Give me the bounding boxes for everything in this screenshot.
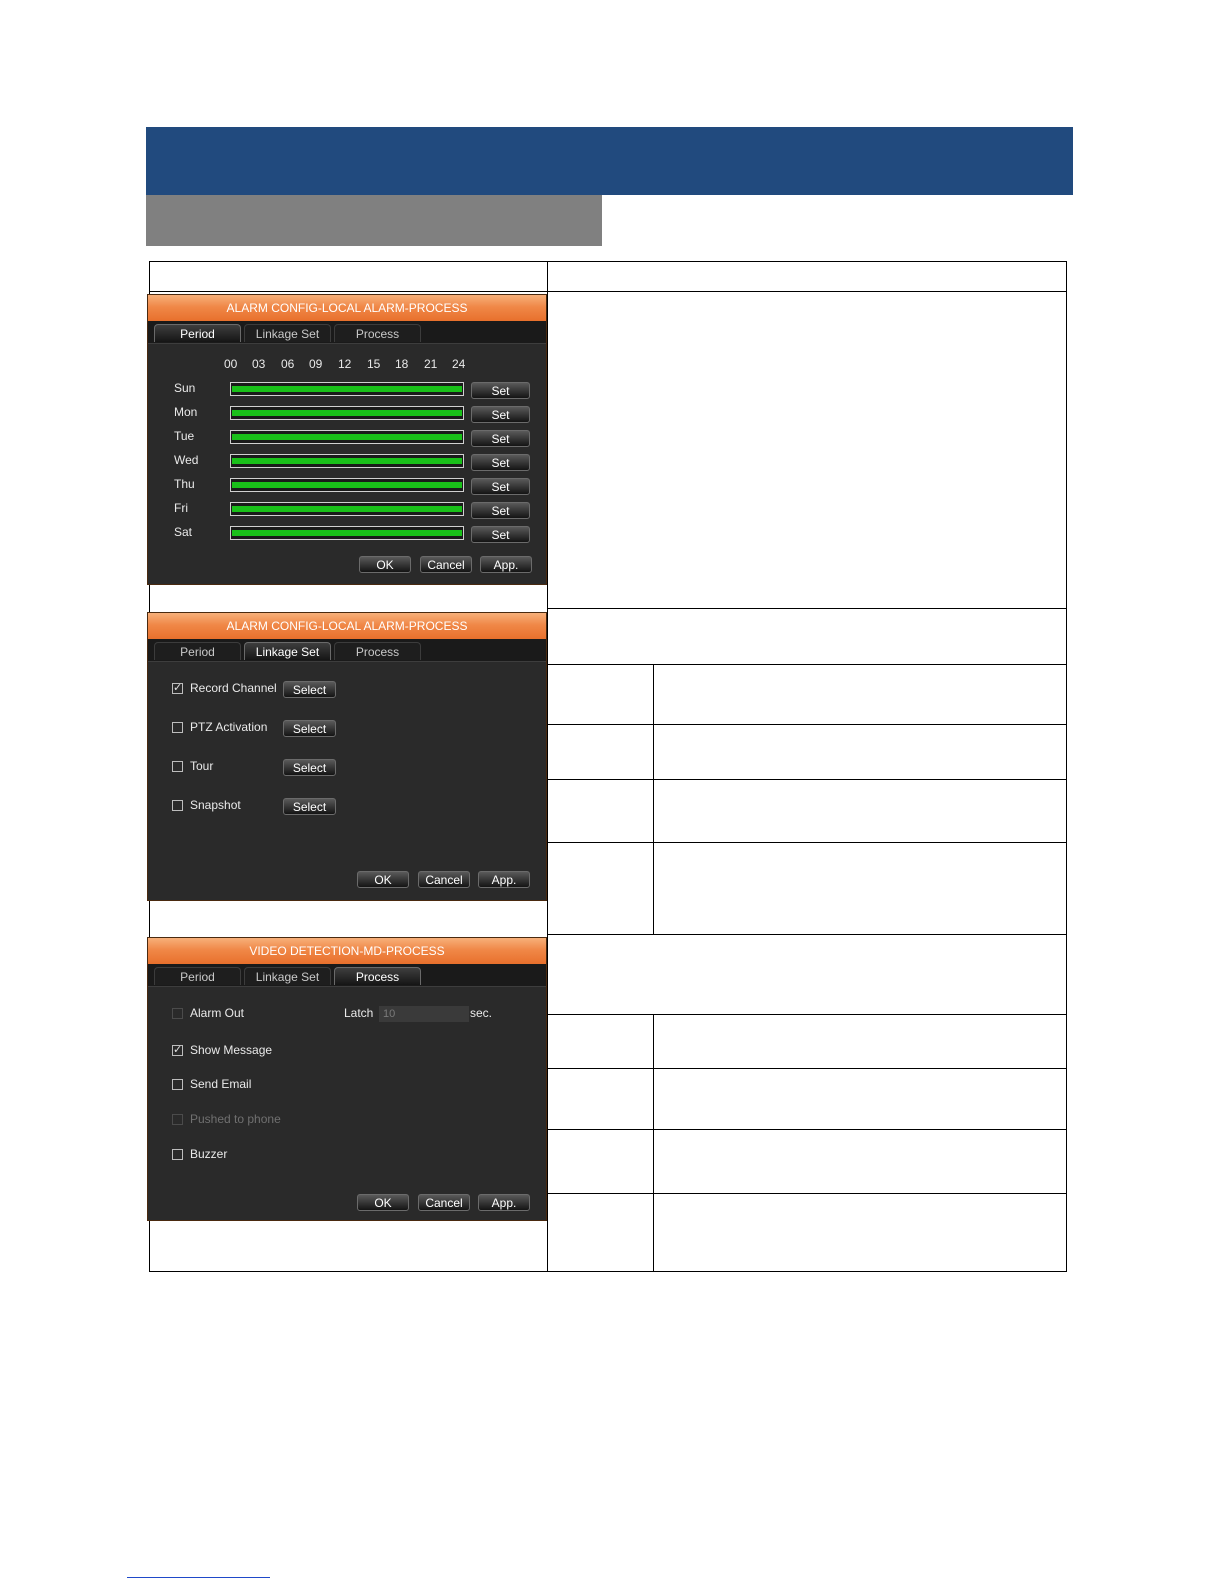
- alarm-out-label: Alarm Out: [190, 1006, 245, 1020]
- ok-button[interactable]: OK: [357, 871, 409, 888]
- table-row-line: [547, 779, 1067, 780]
- tab-process[interactable]: Process: [334, 324, 421, 342]
- set-button[interactable]: Set: [471, 430, 530, 447]
- hour-label: 21: [424, 357, 438, 371]
- schedule-bar[interactable]: [230, 406, 464, 420]
- day-label: Wed: [174, 453, 199, 467]
- select-button[interactable]: Select: [283, 759, 336, 776]
- pushed-to-phone-label: Pushed to phone: [190, 1112, 281, 1126]
- tab-bar: [148, 964, 546, 987]
- latch-input[interactable]: 10: [379, 1006, 469, 1022]
- tour-label: Tour: [190, 759, 214, 773]
- cancel-button[interactable]: Cancel: [420, 556, 472, 573]
- table-row-line: [547, 724, 1067, 725]
- schedule-bar[interactable]: [230, 526, 464, 540]
- day-label: Thu: [174, 477, 195, 491]
- record-channel-checkbox[interactable]: ✓: [173, 682, 183, 694]
- tab-period[interactable]: Period: [154, 967, 241, 985]
- tab-process[interactable]: Process: [334, 967, 421, 985]
- select-button[interactable]: Select: [283, 720, 336, 737]
- window-title: ALARM CONFIG-LOCAL ALARM-PROCESS: [148, 295, 546, 321]
- tab-process[interactable]: Process: [334, 642, 421, 660]
- ok-button[interactable]: OK: [357, 1194, 409, 1211]
- hour-label: 03: [252, 357, 266, 371]
- period-window: [147, 294, 547, 585]
- tab-bar: [148, 639, 546, 662]
- table-row-line: [547, 1014, 1067, 1015]
- schedule-bar[interactable]: [230, 454, 464, 468]
- tab-linkage-set[interactable]: Linkage Set: [244, 642, 331, 660]
- linkage-window: [147, 612, 547, 901]
- schedule-fill: [232, 458, 462, 464]
- record-channel-label: Record Channel: [190, 681, 277, 695]
- table-row-line: [547, 1129, 1067, 1130]
- cancel-button[interactable]: Cancel: [418, 871, 470, 888]
- footer-link[interactable]: [127, 1577, 270, 1578]
- set-button[interactable]: Set: [471, 382, 530, 399]
- send-email-checkbox[interactable]: [172, 1079, 183, 1090]
- table-row-line: [149, 291, 1067, 292]
- tab-period[interactable]: Period: [154, 324, 241, 342]
- day-label: Fri: [174, 501, 188, 515]
- schedule-fill: [232, 434, 462, 440]
- set-button[interactable]: Set: [471, 526, 530, 543]
- select-button[interactable]: Select: [283, 681, 336, 698]
- apply-button[interactable]: App.: [478, 871, 530, 888]
- window-title: ALARM CONFIG-LOCAL ALARM-PROCESS: [148, 613, 546, 639]
- set-button[interactable]: Set: [471, 478, 530, 495]
- hour-label: 24: [452, 357, 466, 371]
- day-label: Tue: [174, 429, 195, 443]
- apply-button[interactable]: App.: [478, 1194, 530, 1211]
- day-label: Sat: [174, 525, 193, 539]
- window-title: VIDEO DETECTION-MD-PROCESS: [148, 938, 546, 964]
- latch-unit: sec.: [470, 1006, 493, 1020]
- tab-linkage-set[interactable]: Linkage Set: [244, 324, 331, 342]
- table-row-line: [547, 842, 1067, 843]
- table-subdivider: [653, 664, 654, 934]
- table-subdivider: [653, 1014, 654, 1272]
- schedule-fill: [232, 506, 462, 512]
- hour-label: 12: [338, 357, 352, 371]
- set-button[interactable]: Set: [471, 406, 530, 423]
- hour-label: 15: [367, 357, 381, 371]
- day-label: Sun: [174, 381, 196, 395]
- tab-period[interactable]: Period: [154, 642, 241, 660]
- apply-button[interactable]: App.: [480, 556, 532, 573]
- cancel-button[interactable]: Cancel: [418, 1194, 470, 1211]
- schedule-fill: [232, 482, 462, 488]
- hour-label: 09: [309, 357, 323, 371]
- schedule-bar[interactable]: [230, 382, 464, 396]
- select-button[interactable]: Select: [283, 798, 336, 815]
- snapshot-checkbox[interactable]: [172, 800, 183, 811]
- table-row-line: [547, 608, 1067, 609]
- ptz-activation-label: PTZ Activation: [190, 720, 268, 734]
- show-message-label: Show Message: [190, 1043, 273, 1057]
- table-row-line: [547, 934, 1067, 935]
- schedule-bar[interactable]: [230, 478, 464, 492]
- latch-label: Latch: [344, 1006, 374, 1020]
- schedule-fill: [232, 530, 462, 536]
- table-row-line: [547, 1193, 1067, 1194]
- tour-checkbox[interactable]: [172, 761, 183, 772]
- table-divider: [547, 261, 548, 1272]
- schedule-bar[interactable]: [230, 430, 464, 444]
- hour-label: 00: [224, 357, 238, 371]
- send-email-label: Send Email: [190, 1077, 252, 1091]
- hour-label: 06: [281, 357, 295, 371]
- header-band: [146, 127, 1073, 195]
- subheader-band: [146, 195, 602, 246]
- table-row-line: [547, 1068, 1067, 1069]
- buzzer-label: Buzzer: [190, 1147, 228, 1161]
- ok-button[interactable]: OK: [359, 556, 411, 573]
- process-window: [147, 937, 547, 1221]
- table-row-line: [547, 664, 1067, 665]
- tab-bar: [148, 321, 546, 344]
- schedule-fill: [232, 410, 462, 416]
- show-message-checkbox[interactable]: ✓: [173, 1044, 183, 1056]
- buzzer-checkbox[interactable]: [172, 1149, 183, 1160]
- pushed-to-phone-checkbox[interactable]: [172, 1114, 183, 1125]
- snapshot-label: Snapshot: [190, 798, 241, 812]
- ptz-activation-checkbox[interactable]: [172, 722, 183, 733]
- set-button[interactable]: Set: [471, 502, 530, 519]
- schedule-bar[interactable]: [230, 502, 464, 516]
- set-button[interactable]: Set: [471, 454, 530, 471]
- alarm-out-checkbox[interactable]: [172, 1008, 183, 1019]
- schedule-fill: [232, 386, 462, 392]
- hour-label: 18: [395, 357, 409, 371]
- day-label: Mon: [174, 405, 198, 419]
- tab-linkage-set[interactable]: Linkage Set: [244, 967, 331, 985]
